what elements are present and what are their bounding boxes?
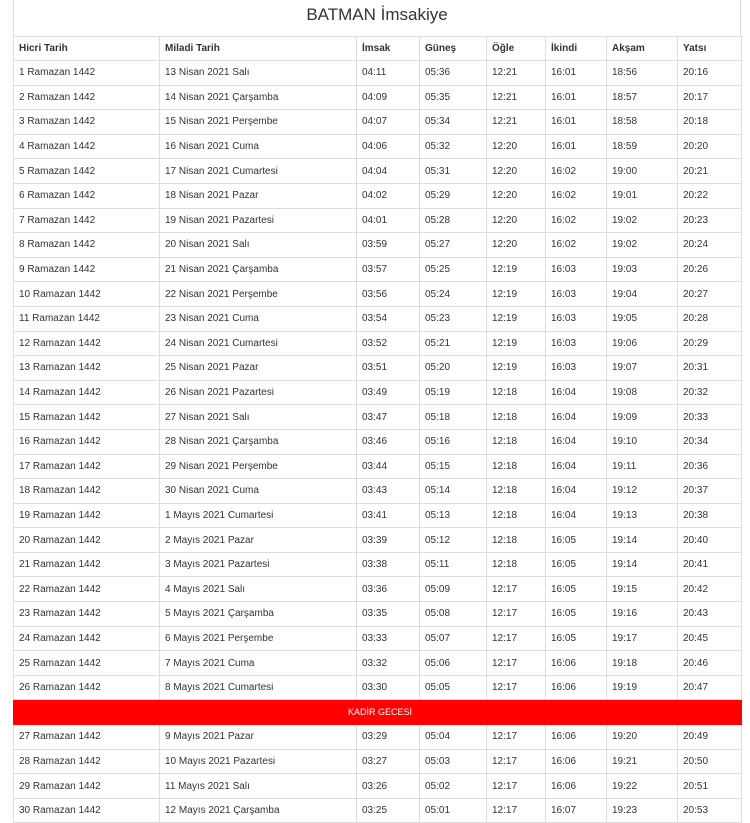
ogle-cell: 12:17 xyxy=(487,725,546,750)
hicri-tarih-cell: 24 Ramazan 1442 xyxy=(14,626,160,651)
table-row xyxy=(14,626,742,651)
imsak-cell: 03:49 xyxy=(357,380,420,405)
ikindi-cell: 16:01 xyxy=(546,61,607,86)
imsak-cell: 03:56 xyxy=(357,282,420,307)
table-row xyxy=(14,454,742,479)
hicri-tarih-cell: 4 Ramazan 1442 xyxy=(14,134,160,159)
hicri-tarih-cell: 19 Ramazan 1442 xyxy=(14,503,160,528)
table-row xyxy=(14,257,742,282)
gunes-cell: 05:06 xyxy=(420,651,487,676)
ogle-cell: 12:17 xyxy=(487,602,546,627)
ogle-cell: 12:18 xyxy=(487,429,546,454)
hicri-tarih-cell: 8 Ramazan 1442 xyxy=(14,233,160,258)
ikindi-cell: 16:06 xyxy=(546,725,607,750)
ikindi-cell: 16:04 xyxy=(546,503,607,528)
gunes-cell: 05:32 xyxy=(420,134,487,159)
aksam-cell: 19:13 xyxy=(607,503,678,528)
ogle-cell: 12:21 xyxy=(487,85,546,110)
kadir-gecesi-row xyxy=(14,700,742,725)
imsak-cell: 03:36 xyxy=(357,577,420,602)
miladi-tarih-cell: 10 Mayıs 2021 Pazartesi xyxy=(160,749,357,774)
ogle-cell: 12:19 xyxy=(487,331,546,356)
column-header-miladi-tarih: Miladi Tarih xyxy=(160,37,357,61)
miladi-tarih-cell: 20 Nisan 2021 Salı xyxy=(160,233,357,258)
miladi-tarih-cell: 9 Mayıs 2021 Pazar xyxy=(160,725,357,750)
gunes-cell: 05:27 xyxy=(420,233,487,258)
table-row xyxy=(14,528,742,553)
yatsi-cell: 20:22 xyxy=(678,183,742,208)
aksam-cell: 18:59 xyxy=(607,134,678,159)
aksam-cell: 19:06 xyxy=(607,331,678,356)
hicri-tarih-cell: 11 Ramazan 1442 xyxy=(14,306,160,331)
miladi-tarih-cell: 19 Nisan 2021 Pazartesi xyxy=(160,208,357,233)
yatsi-cell: 20:18 xyxy=(678,110,742,135)
gunes-cell: 05:03 xyxy=(420,749,487,774)
table-row xyxy=(14,552,742,577)
imsak-cell: 04:01 xyxy=(357,208,420,233)
gunes-cell: 05:11 xyxy=(420,552,487,577)
table-row xyxy=(14,774,742,799)
miladi-tarih-cell: 29 Nisan 2021 Perşembe xyxy=(160,454,357,479)
table-row xyxy=(14,331,742,356)
hicri-tarih-cell: 10 Ramazan 1442 xyxy=(14,282,160,307)
header-row xyxy=(14,37,742,61)
hicri-tarih-cell: 25 Ramazan 1442 xyxy=(14,651,160,676)
hicri-tarih-cell: 6 Ramazan 1442 xyxy=(14,183,160,208)
table-row xyxy=(14,110,742,135)
column-header-aksam: Akşam xyxy=(607,37,678,61)
gunes-cell: 05:20 xyxy=(420,356,487,381)
ikindi-cell: 16:02 xyxy=(546,183,607,208)
yatsi-cell: 20:23 xyxy=(678,208,742,233)
gunes-cell: 05:08 xyxy=(420,602,487,627)
aksam-cell: 19:12 xyxy=(607,479,678,504)
hicri-tarih-cell: 30 Ramazan 1442 xyxy=(14,798,160,823)
ogle-cell: 12:18 xyxy=(487,405,546,430)
ikindi-cell: 16:03 xyxy=(546,306,607,331)
miladi-tarih-cell: 28 Nisan 2021 Çarşamba xyxy=(160,429,357,454)
aksam-cell: 19:20 xyxy=(607,725,678,750)
column-header-hicri-tarih: Hicri Tarih xyxy=(14,37,160,61)
ikindi-cell: 16:05 xyxy=(546,626,607,651)
gunes-cell: 05:21 xyxy=(420,331,487,356)
hicri-tarih-cell: 28 Ramazan 1442 xyxy=(14,749,160,774)
table-row xyxy=(14,233,742,258)
yatsi-cell: 20:43 xyxy=(678,602,742,627)
imsak-cell: 04:11 xyxy=(357,61,420,86)
ikindi-cell: 16:02 xyxy=(546,233,607,258)
ikindi-cell: 16:05 xyxy=(546,602,607,627)
aksam-cell: 19:02 xyxy=(607,233,678,258)
ogle-cell: 12:21 xyxy=(487,110,546,135)
gunes-cell: 05:05 xyxy=(420,675,487,700)
yatsi-cell: 20:47 xyxy=(678,675,742,700)
hicri-tarih-cell: 18 Ramazan 1442 xyxy=(14,479,160,504)
gunes-cell: 05:09 xyxy=(420,577,487,602)
ogle-cell: 12:18 xyxy=(487,380,546,405)
imsak-cell: 03:59 xyxy=(357,233,420,258)
gunes-cell: 05:12 xyxy=(420,528,487,553)
miladi-tarih-cell: 8 Mayıs 2021 Cumartesi xyxy=(160,675,357,700)
ikindi-cell: 16:06 xyxy=(546,749,607,774)
miladi-tarih-cell: 16 Nisan 2021 Cuma xyxy=(160,134,357,159)
table-row xyxy=(14,479,742,504)
ogle-cell: 12:18 xyxy=(487,503,546,528)
ogle-cell: 12:20 xyxy=(487,208,546,233)
hicri-tarih-cell: 20 Ramazan 1442 xyxy=(14,528,160,553)
yatsi-cell: 20:24 xyxy=(678,233,742,258)
ogle-cell: 12:18 xyxy=(487,479,546,504)
gunes-cell: 05:02 xyxy=(420,774,487,799)
imsak-cell: 03:44 xyxy=(357,454,420,479)
table-row xyxy=(14,208,742,233)
ikindi-cell: 16:04 xyxy=(546,454,607,479)
hicri-tarih-cell: 22 Ramazan 1442 xyxy=(14,577,160,602)
imsakiye-container xyxy=(13,0,741,823)
ikindi-cell: 16:04 xyxy=(546,479,607,504)
hicri-tarih-cell: 9 Ramazan 1442 xyxy=(14,257,160,282)
yatsi-cell: 20:16 xyxy=(678,61,742,86)
imsak-cell: 03:30 xyxy=(357,675,420,700)
yatsi-cell: 20:29 xyxy=(678,331,742,356)
aksam-cell: 19:05 xyxy=(607,306,678,331)
imsak-cell: 03:32 xyxy=(357,651,420,676)
gunes-cell: 05:14 xyxy=(420,479,487,504)
yatsi-cell: 20:38 xyxy=(678,503,742,528)
ikindi-cell: 16:07 xyxy=(546,798,607,823)
table-header xyxy=(14,37,742,61)
ikindi-cell: 16:05 xyxy=(546,552,607,577)
hicri-tarih-cell: 12 Ramazan 1442 xyxy=(14,331,160,356)
ogle-cell: 12:20 xyxy=(487,159,546,184)
ikindi-cell: 16:01 xyxy=(546,85,607,110)
yatsi-cell: 20:26 xyxy=(678,257,742,282)
aksam-cell: 19:14 xyxy=(607,528,678,553)
aksam-cell: 19:15 xyxy=(607,577,678,602)
imsak-cell: 03:27 xyxy=(357,749,420,774)
table-row xyxy=(14,380,742,405)
aksam-cell: 19:00 xyxy=(607,159,678,184)
yatsi-cell: 20:36 xyxy=(678,454,742,479)
gunes-cell: 05:35 xyxy=(420,85,487,110)
table-row xyxy=(14,503,742,528)
yatsi-cell: 20:53 xyxy=(678,798,742,823)
yatsi-cell: 20:51 xyxy=(678,774,742,799)
ikindi-cell: 16:06 xyxy=(546,651,607,676)
miladi-tarih-cell: 1 Mayıs 2021 Cumartesi xyxy=(160,503,357,528)
table-row xyxy=(14,282,742,307)
yatsi-cell: 20:28 xyxy=(678,306,742,331)
hicri-tarih-cell: 13 Ramazan 1442 xyxy=(14,356,160,381)
miladi-tarih-cell: 12 Mayıs 2021 Çarşamba xyxy=(160,798,357,823)
miladi-tarih-cell: 13 Nisan 2021 Salı xyxy=(160,61,357,86)
hicri-tarih-cell: 27 Ramazan 1442 xyxy=(14,725,160,750)
gunes-cell: 05:29 xyxy=(420,183,487,208)
column-header-ikindi: İkindi xyxy=(546,37,607,61)
ikindi-cell: 16:04 xyxy=(546,380,607,405)
hicri-tarih-cell: 23 Ramazan 1442 xyxy=(14,602,160,627)
yatsi-cell: 20:17 xyxy=(678,85,742,110)
aksam-cell: 19:18 xyxy=(607,651,678,676)
miladi-tarih-cell: 24 Nisan 2021 Cumartesi xyxy=(160,331,357,356)
column-header-gunes: Güneş xyxy=(420,37,487,61)
imsak-cell: 03:43 xyxy=(357,479,420,504)
hicri-tarih-cell: 29 Ramazan 1442 xyxy=(14,774,160,799)
aksam-cell: 19:11 xyxy=(607,454,678,479)
ogle-cell: 12:18 xyxy=(487,454,546,479)
yatsi-cell: 20:46 xyxy=(678,651,742,676)
gunes-cell: 05:01 xyxy=(420,798,487,823)
table-body xyxy=(14,61,742,823)
ogle-cell: 12:17 xyxy=(487,626,546,651)
gunes-cell: 05:13 xyxy=(420,503,487,528)
imsak-cell: 04:02 xyxy=(357,183,420,208)
yatsi-cell: 20:31 xyxy=(678,356,742,381)
aksam-cell: 18:56 xyxy=(607,61,678,86)
aksam-cell: 19:02 xyxy=(607,208,678,233)
ikindi-cell: 16:06 xyxy=(546,675,607,700)
gunes-cell: 05:25 xyxy=(420,257,487,282)
ikindi-cell: 16:05 xyxy=(546,577,607,602)
yatsi-cell: 20:21 xyxy=(678,159,742,184)
miladi-tarih-cell: 30 Nisan 2021 Cuma xyxy=(160,479,357,504)
column-header-ogle: Öğle xyxy=(487,37,546,61)
imsak-cell: 03:29 xyxy=(357,725,420,750)
ikindi-cell: 16:02 xyxy=(546,159,607,184)
aksam-cell: 19:09 xyxy=(607,405,678,430)
miladi-tarih-cell: 22 Nisan 2021 Perşembe xyxy=(160,282,357,307)
ogle-cell: 12:21 xyxy=(487,61,546,86)
imsak-cell: 03:52 xyxy=(357,331,420,356)
ikindi-cell: 16:01 xyxy=(546,110,607,135)
imsak-cell: 03:38 xyxy=(357,552,420,577)
gunes-cell: 05:19 xyxy=(420,380,487,405)
aksam-cell: 19:23 xyxy=(607,798,678,823)
miladi-tarih-cell: 7 Mayıs 2021 Cuma xyxy=(160,651,357,676)
miladi-tarih-cell: 15 Nisan 2021 Perşembe xyxy=(160,110,357,135)
aksam-cell: 18:58 xyxy=(607,110,678,135)
ikindi-cell: 16:01 xyxy=(546,134,607,159)
imsak-cell: 04:07 xyxy=(357,110,420,135)
hicri-tarih-cell: 21 Ramazan 1442 xyxy=(14,552,160,577)
table-row xyxy=(14,798,742,823)
ikindi-cell: 16:06 xyxy=(546,774,607,799)
ogle-cell: 12:20 xyxy=(487,134,546,159)
table-row xyxy=(14,159,742,184)
imsak-cell: 03:35 xyxy=(357,602,420,627)
imsak-cell: 04:06 xyxy=(357,134,420,159)
table-row xyxy=(14,61,742,86)
miladi-tarih-cell: 3 Mayıs 2021 Pazartesi xyxy=(160,552,357,577)
gunes-cell: 05:04 xyxy=(420,725,487,750)
hicri-tarih-cell: 17 Ramazan 1442 xyxy=(14,454,160,479)
table-row xyxy=(14,577,742,602)
aksam-cell: 19:04 xyxy=(607,282,678,307)
table-row xyxy=(14,306,742,331)
gunes-cell: 05:16 xyxy=(420,429,487,454)
miladi-tarih-cell: 21 Nisan 2021 Çarşamba xyxy=(160,257,357,282)
imsak-cell: 03:41 xyxy=(357,503,420,528)
ogle-cell: 12:17 xyxy=(487,675,546,700)
hicri-tarih-cell: 16 Ramazan 1442 xyxy=(14,429,160,454)
hicri-tarih-cell: 26 Ramazan 1442 xyxy=(14,675,160,700)
gunes-cell: 05:18 xyxy=(420,405,487,430)
miladi-tarih-cell: 17 Nisan 2021 Cumartesi xyxy=(160,159,357,184)
aksam-cell: 19:17 xyxy=(607,626,678,651)
aksam-cell: 19:10 xyxy=(607,429,678,454)
yatsi-cell: 20:45 xyxy=(678,626,742,651)
imsak-cell: 03:46 xyxy=(357,429,420,454)
gunes-cell: 05:15 xyxy=(420,454,487,479)
table-row xyxy=(14,405,742,430)
column-header-imsak: İmsak xyxy=(357,37,420,61)
hicri-tarih-cell: 5 Ramazan 1442 xyxy=(14,159,160,184)
ogle-cell: 12:20 xyxy=(487,183,546,208)
aksam-cell: 19:08 xyxy=(607,380,678,405)
imsak-cell: 03:39 xyxy=(357,528,420,553)
imsak-cell: 03:26 xyxy=(357,774,420,799)
imsak-cell: 04:04 xyxy=(357,159,420,184)
table-row xyxy=(14,134,742,159)
ogle-cell: 12:19 xyxy=(487,356,546,381)
ikindi-cell: 16:03 xyxy=(546,257,607,282)
aksam-cell: 19:03 xyxy=(607,257,678,282)
table-row xyxy=(14,602,742,627)
gunes-cell: 05:31 xyxy=(420,159,487,184)
yatsi-cell: 20:20 xyxy=(678,134,742,159)
aksam-cell: 19:01 xyxy=(607,183,678,208)
yatsi-cell: 20:42 xyxy=(678,577,742,602)
ogle-cell: 12:17 xyxy=(487,651,546,676)
aksam-cell: 18:57 xyxy=(607,85,678,110)
ogle-cell: 12:19 xyxy=(487,282,546,307)
miladi-tarih-cell: 14 Nisan 2021 Çarşamba xyxy=(160,85,357,110)
miladi-tarih-cell: 5 Mayıs 2021 Çarşamba xyxy=(160,602,357,627)
aksam-cell: 19:14 xyxy=(607,552,678,577)
ogle-cell: 12:18 xyxy=(487,552,546,577)
miladi-tarih-cell: 4 Mayıs 2021 Salı xyxy=(160,577,357,602)
table-row xyxy=(14,749,742,774)
miladi-tarih-cell: 25 Nisan 2021 Pazar xyxy=(160,356,357,381)
ikindi-cell: 16:05 xyxy=(546,528,607,553)
kadir-gecesi-label: KADİR GECESİ xyxy=(14,700,742,725)
ogle-cell: 12:19 xyxy=(487,257,546,282)
aksam-cell: 19:07 xyxy=(607,356,678,381)
column-header-yatsi: Yatsı xyxy=(678,37,742,61)
hicri-tarih-cell: 3 Ramazan 1442 xyxy=(14,110,160,135)
yatsi-cell: 20:37 xyxy=(678,479,742,504)
ogle-cell: 12:17 xyxy=(487,798,546,823)
ikindi-cell: 16:03 xyxy=(546,282,607,307)
imsak-cell: 04:09 xyxy=(357,85,420,110)
ikindi-cell: 16:04 xyxy=(546,429,607,454)
page-title: BATMAN İmsakiye xyxy=(13,0,741,36)
ikindi-cell: 16:02 xyxy=(546,208,607,233)
hicri-tarih-cell: 15 Ramazan 1442 xyxy=(14,405,160,430)
table-row xyxy=(14,675,742,700)
imsak-cell: 03:51 xyxy=(357,356,420,381)
yatsi-cell: 20:40 xyxy=(678,528,742,553)
gunes-cell: 05:07 xyxy=(420,626,487,651)
miladi-tarih-cell: 23 Nisan 2021 Cuma xyxy=(160,306,357,331)
imsak-cell: 03:47 xyxy=(357,405,420,430)
ikindi-cell: 16:03 xyxy=(546,356,607,381)
ogle-cell: 12:19 xyxy=(487,306,546,331)
miladi-tarih-cell: 26 Nisan 2021 Pazartesi xyxy=(160,380,357,405)
miladi-tarih-cell: 11 Mayıs 2021 Salı xyxy=(160,774,357,799)
gunes-cell: 05:36 xyxy=(420,61,487,86)
aksam-cell: 19:21 xyxy=(607,749,678,774)
table-row xyxy=(14,429,742,454)
hicri-tarih-cell: 7 Ramazan 1442 xyxy=(14,208,160,233)
table-row xyxy=(14,725,742,750)
aksam-cell: 19:22 xyxy=(607,774,678,799)
miladi-tarih-cell: 27 Nisan 2021 Salı xyxy=(160,405,357,430)
ogle-cell: 12:17 xyxy=(487,749,546,774)
hicri-tarih-cell: 2 Ramazan 1442 xyxy=(14,85,160,110)
gunes-cell: 05:24 xyxy=(420,282,487,307)
ikindi-cell: 16:04 xyxy=(546,405,607,430)
imsak-cell: 03:57 xyxy=(357,257,420,282)
gunes-cell: 05:34 xyxy=(420,110,487,135)
ogle-cell: 12:18 xyxy=(487,528,546,553)
table-row xyxy=(14,183,742,208)
yatsi-cell: 20:41 xyxy=(678,552,742,577)
yatsi-cell: 20:49 xyxy=(678,725,742,750)
gunes-cell: 05:28 xyxy=(420,208,487,233)
ogle-cell: 12:20 xyxy=(487,233,546,258)
imsak-cell: 03:25 xyxy=(357,798,420,823)
miladi-tarih-cell: 18 Nisan 2021 Pazar xyxy=(160,183,357,208)
miladi-tarih-cell: 6 Mayıs 2021 Perşembe xyxy=(160,626,357,651)
table-row xyxy=(14,651,742,676)
hicri-tarih-cell: 1 Ramazan 1442 xyxy=(14,61,160,86)
hicri-tarih-cell: 14 Ramazan 1442 xyxy=(14,380,160,405)
ikindi-cell: 16:03 xyxy=(546,331,607,356)
gunes-cell: 05:23 xyxy=(420,306,487,331)
yatsi-cell: 20:32 xyxy=(678,380,742,405)
imsak-cell: 03:33 xyxy=(357,626,420,651)
yatsi-cell: 20:34 xyxy=(678,429,742,454)
yatsi-cell: 20:50 xyxy=(678,749,742,774)
ogle-cell: 12:17 xyxy=(487,577,546,602)
table-row xyxy=(14,356,742,381)
yatsi-cell: 20:27 xyxy=(678,282,742,307)
imsakiye-table xyxy=(13,36,742,823)
miladi-tarih-cell: 2 Mayıs 2021 Pazar xyxy=(160,528,357,553)
aksam-cell: 19:16 xyxy=(607,602,678,627)
table-row xyxy=(14,85,742,110)
ogle-cell: 12:17 xyxy=(487,774,546,799)
yatsi-cell: 20:33 xyxy=(678,405,742,430)
imsak-cell: 03:54 xyxy=(357,306,420,331)
aksam-cell: 19:19 xyxy=(607,675,678,700)
